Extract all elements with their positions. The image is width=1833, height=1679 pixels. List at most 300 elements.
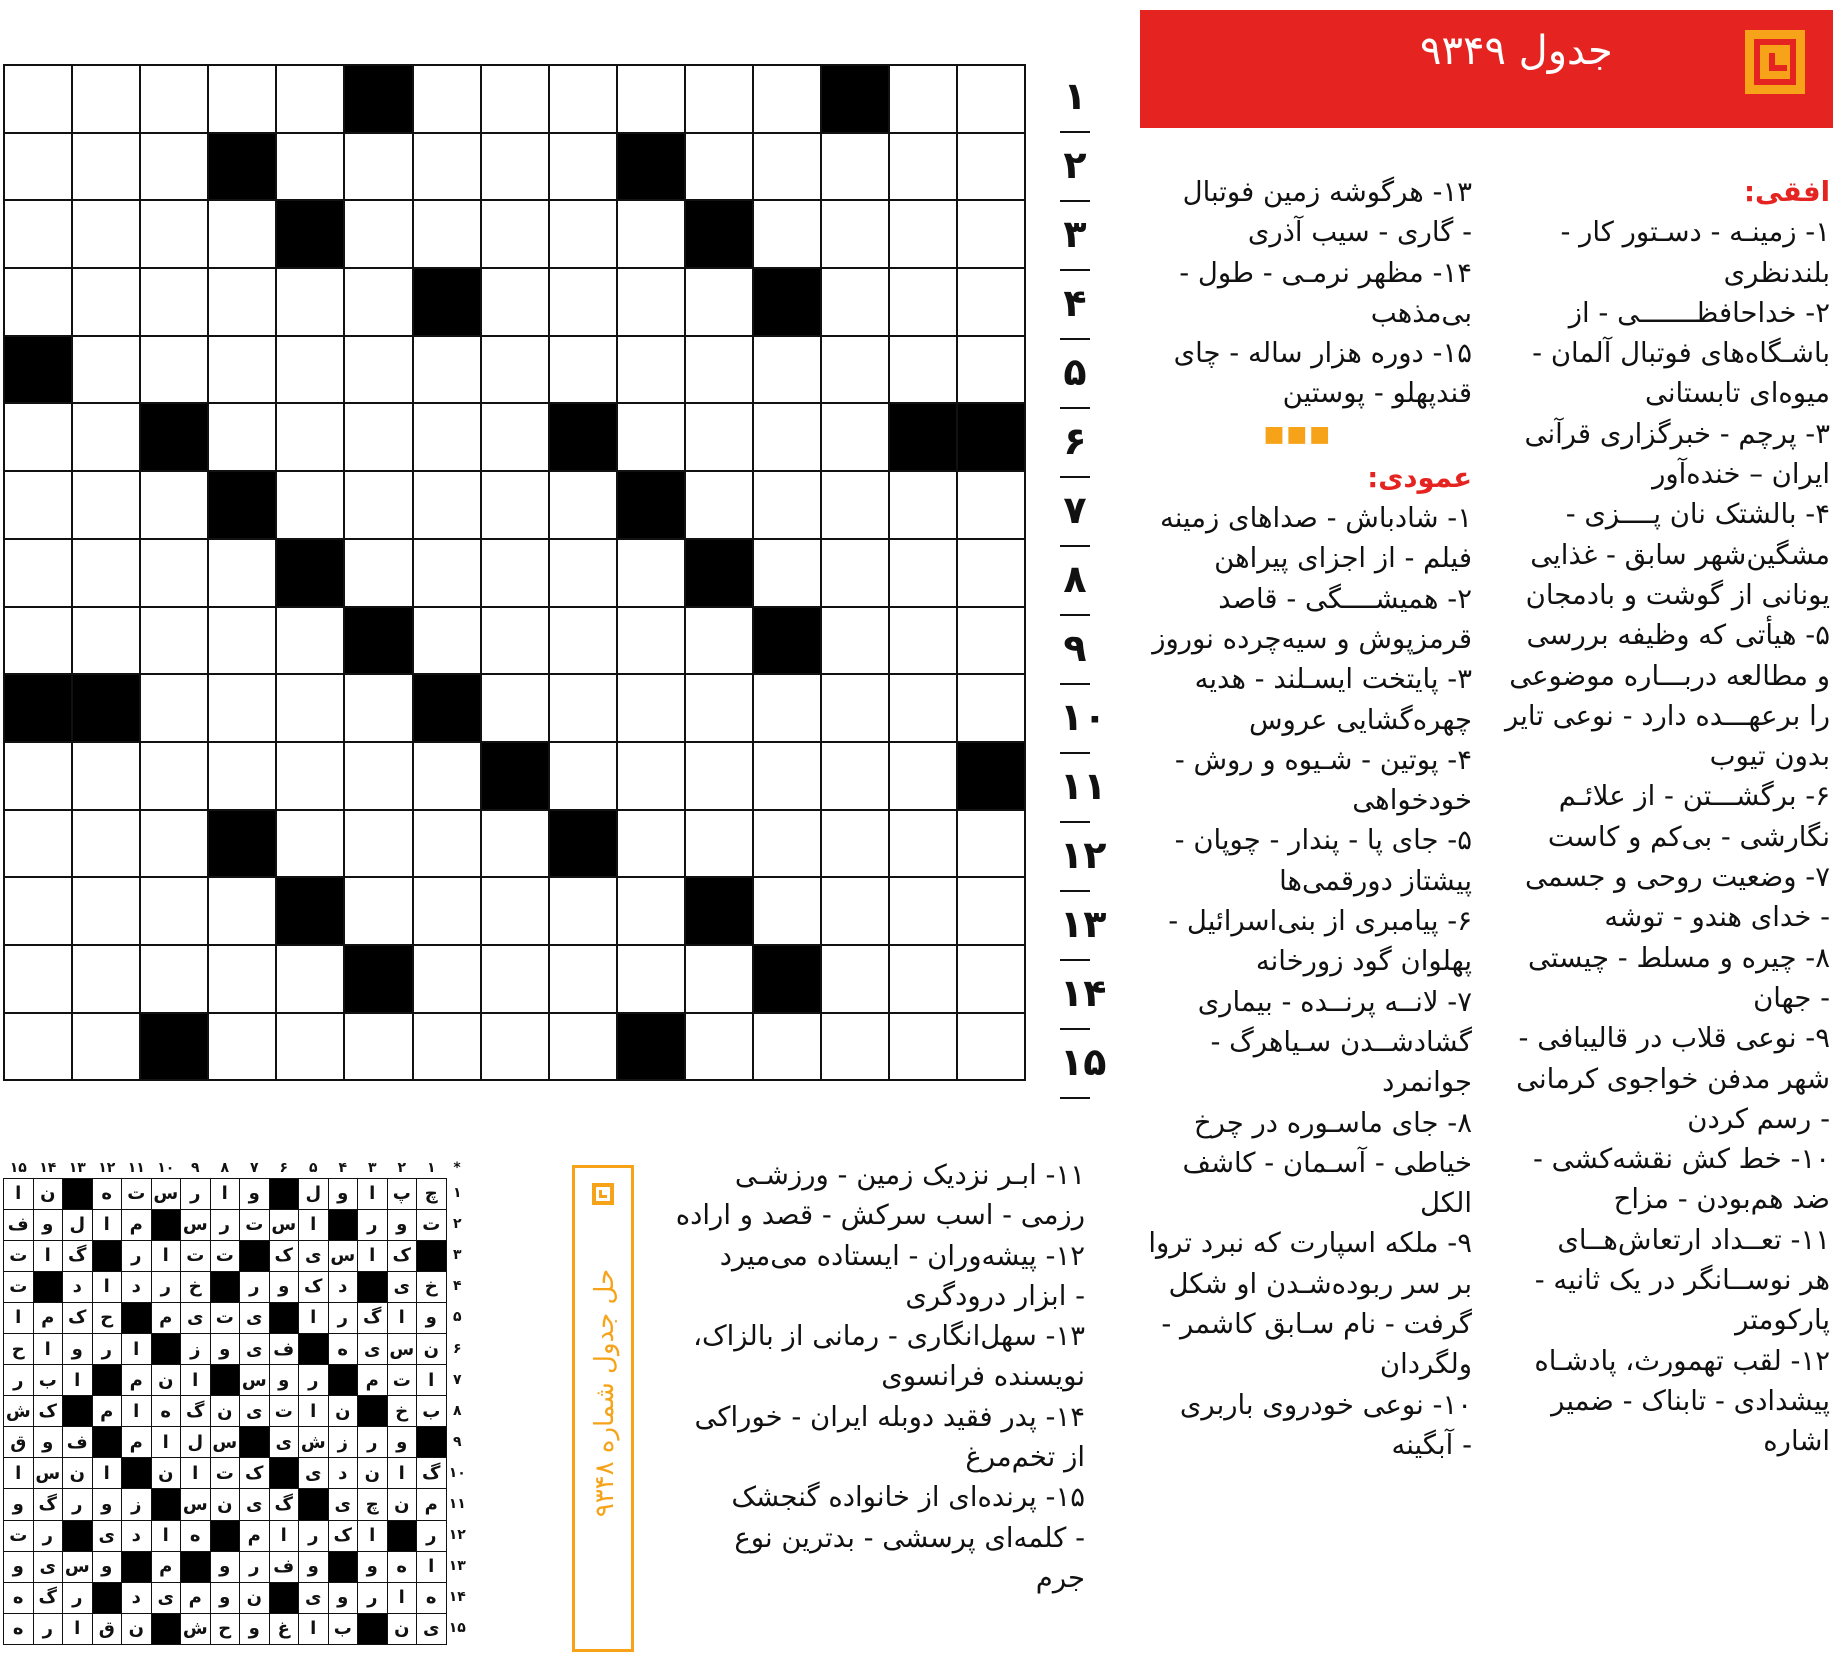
grid-cell[interactable]	[617, 945, 685, 1013]
clue-line: نویسنده فرانسوی	[881, 1360, 1085, 1393]
solution-letter: و	[92, 1551, 122, 1582]
grid-cell[interactable]	[208, 403, 276, 471]
grid-cell[interactable]	[344, 810, 412, 878]
grid-cell[interactable]	[4, 607, 72, 675]
grid-cell[interactable]	[685, 403, 753, 471]
grid-cell[interactable]	[413, 403, 481, 471]
grid-cell[interactable]	[140, 268, 208, 336]
solution-black-cell	[122, 1302, 152, 1333]
solution-letter: ن	[328, 1396, 358, 1427]
row-number: ۶	[1060, 409, 1090, 478]
grid-cell[interactable]	[549, 133, 617, 201]
grid-cell[interactable]	[4, 810, 72, 878]
solution-black-cell	[269, 1178, 299, 1209]
clue-line: ۱- شادباش - صداهای زمینه	[1159, 502, 1472, 535]
grid-cell[interactable]	[413, 539, 481, 607]
grid-cell[interactable]	[617, 268, 685, 336]
grid-cell[interactable]	[685, 810, 753, 878]
grid-cell[interactable]	[889, 1013, 957, 1081]
solution-letter: ر	[328, 1302, 358, 1333]
grid-cell[interactable]	[957, 810, 1025, 878]
grid-cell[interactable]	[276, 65, 344, 133]
grid-cell[interactable]	[549, 945, 617, 1013]
clue-line: ۱۲- لقب تهمورث، پادشـاه	[1534, 1344, 1830, 1377]
solution-letter: ر	[92, 1333, 122, 1364]
grid-cell[interactable]	[889, 336, 957, 404]
grid-cell[interactable]	[821, 133, 889, 201]
solution-label-frame	[572, 1165, 634, 1652]
grid-cell[interactable]	[4, 200, 72, 268]
grid-cell[interactable]	[208, 200, 276, 268]
clue-line: شهر مدفن خواجوی کرمانی	[1516, 1062, 1830, 1095]
grid-cell[interactable]	[617, 539, 685, 607]
grid-cell[interactable]	[413, 200, 481, 268]
grid-cell[interactable]	[889, 945, 957, 1013]
grid-black-cell	[481, 742, 549, 810]
grid-cell[interactable]	[140, 810, 208, 878]
clue-line: ۵- هیأتی که وظیفه بررسی	[1526, 619, 1830, 652]
grid-cell[interactable]	[957, 336, 1025, 404]
clue-line: را برعهـــده دارد - نوعی تایر	[1505, 699, 1830, 732]
row-number: ۱۳	[1060, 892, 1090, 961]
grid-cell[interactable]	[72, 877, 140, 945]
solution-black-cell	[63, 1178, 93, 1209]
grid-cell[interactable]	[276, 336, 344, 404]
solution-letter: د	[63, 1271, 93, 1302]
grid-cell[interactable]	[72, 539, 140, 607]
grid-cell[interactable]	[821, 471, 889, 539]
solution-letter: ز	[328, 1427, 358, 1458]
grid-cell[interactable]	[889, 810, 957, 878]
across-heading: افقی:	[1743, 176, 1830, 208]
grid-cell[interactable]	[821, 539, 889, 607]
solution-row-number: ۱۵	[448, 1620, 466, 1637]
grid-cell[interactable]	[208, 674, 276, 742]
grid-cell[interactable]	[753, 133, 821, 201]
grid-cell[interactable]	[276, 742, 344, 810]
grid-cell[interactable]	[753, 471, 821, 539]
grid-cell[interactable]	[821, 268, 889, 336]
solution-black-cell	[417, 1427, 447, 1458]
solution-black-cell	[240, 1240, 270, 1271]
grid-cell[interactable]	[753, 200, 821, 268]
grid-cell[interactable]	[276, 674, 344, 742]
grid-cell[interactable]	[276, 607, 344, 675]
grid-cell[interactable]	[957, 877, 1025, 945]
solution-letter: ر	[63, 1489, 93, 1520]
grid-cell[interactable]	[140, 336, 208, 404]
grid-cell[interactable]	[685, 65, 753, 133]
solution-letter: ی	[299, 1458, 329, 1489]
solution-letter: ا	[181, 1458, 211, 1489]
grid-cell[interactable]	[821, 945, 889, 1013]
solution-letter: گ	[181, 1396, 211, 1427]
grid-cell[interactable]	[481, 268, 549, 336]
grid-cell[interactable]	[413, 1013, 481, 1081]
solution-letter: ر	[358, 1427, 388, 1458]
grid-cell[interactable]	[821, 742, 889, 810]
grid-cell[interactable]	[685, 268, 753, 336]
solution-col-number: ۱	[426, 1159, 436, 1176]
solution-col-number: ۳	[367, 1159, 377, 1176]
grid-cell[interactable]	[413, 65, 481, 133]
grid-cell[interactable]	[753, 336, 821, 404]
grid-black-cell	[344, 65, 412, 133]
grid-cell[interactable]	[753, 403, 821, 471]
grid-cell[interactable]	[72, 1013, 140, 1081]
row-number: ۳	[1060, 202, 1090, 271]
solution-letter: ا	[417, 1365, 447, 1396]
clue-line: - کلمه‌ای پرسشی - بدترین نوع	[734, 1521, 1085, 1554]
grid-cell[interactable]	[957, 674, 1025, 742]
clue-line: قرمزپوش و سیه‌چرده نوروز	[1152, 622, 1472, 655]
grid-cell[interactable]	[957, 200, 1025, 268]
grid-cell[interactable]	[344, 877, 412, 945]
grid-cell[interactable]	[481, 539, 549, 607]
grid-cell[interactable]	[72, 945, 140, 1013]
grid-cell[interactable]	[344, 742, 412, 810]
grid-cell[interactable]	[140, 65, 208, 133]
grid-cell[interactable]	[276, 810, 344, 878]
grid-cell[interactable]	[344, 471, 412, 539]
grid-cell[interactable]	[72, 471, 140, 539]
grid-cell[interactable]	[481, 674, 549, 742]
solution-col-number: ۵	[308, 1159, 318, 1176]
solution-black-cell	[92, 1365, 122, 1396]
grid-cell[interactable]	[617, 65, 685, 133]
grid-cell[interactable]	[685, 1013, 753, 1081]
solution-letter: م	[122, 1427, 152, 1458]
solution-letter: ک	[240, 1458, 270, 1489]
grid-cell[interactable]	[72, 133, 140, 201]
grid-cell[interactable]	[753, 1013, 821, 1081]
grid-cell[interactable]	[140, 471, 208, 539]
grid-cell[interactable]	[753, 65, 821, 133]
solution-letter: ا	[4, 1458, 34, 1489]
grid-cell[interactable]	[617, 200, 685, 268]
grid-cell[interactable]	[549, 200, 617, 268]
grid-cell[interactable]	[957, 133, 1025, 201]
solution-col-number: ۱۰	[157, 1159, 175, 1176]
grid-cell[interactable]	[549, 65, 617, 133]
puzzle-title: جدول ۹۳۴۹	[1420, 28, 1613, 74]
solution-letter: ا	[122, 1396, 152, 1427]
solution-letter: ش	[181, 1613, 211, 1644]
solution-letter: ف	[4, 1209, 34, 1240]
grid-cell[interactable]	[889, 742, 957, 810]
grid-cell[interactable]	[72, 65, 140, 133]
grid-cell[interactable]	[413, 607, 481, 675]
grid-cell[interactable]	[344, 674, 412, 742]
solution-letter: و	[269, 1271, 299, 1302]
grid-black-cell	[685, 200, 753, 268]
solution-black-cell	[151, 1489, 181, 1520]
grid-cell[interactable]	[208, 742, 276, 810]
grid-cell[interactable]	[276, 403, 344, 471]
solution-letter: ق	[92, 1613, 122, 1644]
grid-cell[interactable]	[481, 65, 549, 133]
grid-cell[interactable]	[685, 133, 753, 201]
solution-letter: ی	[358, 1333, 388, 1364]
solution-black-cell	[299, 1333, 329, 1364]
grid-cell[interactable]	[4, 742, 72, 810]
solution-letter: س	[210, 1427, 240, 1458]
grid-cell[interactable]	[617, 607, 685, 675]
clue-line: ۱۳- سهل‌انگاری - رمانی از بالزاک،	[693, 1320, 1085, 1353]
grid-cell[interactable]	[549, 877, 617, 945]
grid-cell[interactable]	[889, 65, 957, 133]
grid-cell[interactable]	[617, 877, 685, 945]
solution-letter: د	[122, 1520, 152, 1551]
clue-line: ۸- چیره و مسلط - چیستی	[1527, 941, 1830, 974]
grid-cell[interactable]	[413, 471, 481, 539]
grid-cell[interactable]	[617, 742, 685, 810]
grid-cell[interactable]	[481, 403, 549, 471]
grid-cell[interactable]	[276, 133, 344, 201]
grid-cell[interactable]	[413, 877, 481, 945]
grid-cell[interactable]	[208, 539, 276, 607]
grid-cell[interactable]	[685, 336, 753, 404]
grid-cell[interactable]	[821, 403, 889, 471]
grid-cell[interactable]	[208, 268, 276, 336]
grid-cell[interactable]	[549, 336, 617, 404]
grid-cell[interactable]	[753, 539, 821, 607]
grid-cell[interactable]	[4, 471, 72, 539]
grid-cell[interactable]	[4, 1013, 72, 1081]
solution-letter: خ	[387, 1396, 417, 1427]
grid-cell[interactable]	[4, 133, 72, 201]
grid-cell[interactable]	[957, 539, 1025, 607]
grid-cell[interactable]	[344, 133, 412, 201]
grid-cell[interactable]	[481, 471, 549, 539]
grid-cell[interactable]	[753, 742, 821, 810]
grid-cell[interactable]	[685, 742, 753, 810]
grid-cell[interactable]	[413, 742, 481, 810]
grid-black-cell	[4, 336, 72, 404]
solution-letter: ا	[299, 1613, 329, 1644]
solution-black-cell	[358, 1271, 388, 1302]
solution-letter: ه	[181, 1520, 211, 1551]
grid-cell[interactable]	[413, 945, 481, 1013]
grid-cell[interactable]	[549, 607, 617, 675]
grid-row	[4, 877, 1025, 945]
clue-line: ۱۴- مظهر نرمـی - طول -	[1179, 256, 1472, 289]
clue-line: ۸- جای ماسـوره در چرخ	[1193, 1106, 1472, 1139]
solution-black-cell	[92, 1427, 122, 1458]
grid-cell[interactable]	[889, 539, 957, 607]
row-number: ۱۲	[1060, 823, 1090, 892]
grid-cell[interactable]	[140, 945, 208, 1013]
grid-cell[interactable]	[889, 607, 957, 675]
grid-cell[interactable]	[276, 268, 344, 336]
grid-cell[interactable]	[889, 471, 957, 539]
grid-cell[interactable]	[549, 268, 617, 336]
grid-cell[interactable]	[549, 674, 617, 742]
grid-black-cell	[72, 674, 140, 742]
grid-cell[interactable]	[481, 810, 549, 878]
grid-cell[interactable]	[481, 1013, 549, 1081]
grid-cell[interactable]	[208, 1013, 276, 1081]
grid-cell[interactable]	[276, 471, 344, 539]
clue-line: ضد هم‌بودن - مزاح	[1613, 1183, 1830, 1216]
grid-cell[interactable]	[889, 200, 957, 268]
grid-cell[interactable]	[72, 336, 140, 404]
grid-cell[interactable]	[4, 403, 72, 471]
grid-cell[interactable]	[481, 200, 549, 268]
grid-cell[interactable]	[140, 200, 208, 268]
grid-cell[interactable]	[685, 471, 753, 539]
grid-black-cell	[276, 200, 344, 268]
solution-letter: س	[269, 1209, 299, 1240]
grid-cell[interactable]	[208, 607, 276, 675]
solution-letter: ن	[387, 1613, 417, 1644]
grid-cell[interactable]	[344, 200, 412, 268]
grid-cell[interactable]	[344, 1013, 412, 1081]
grid-cell[interactable]	[957, 945, 1025, 1013]
grid-cell[interactable]	[481, 877, 549, 945]
grid-cell[interactable]	[4, 268, 72, 336]
grid-cell[interactable]	[72, 607, 140, 675]
clue-line: جرم	[1035, 1561, 1085, 1594]
grid-cell[interactable]	[821, 877, 889, 945]
grid-cell[interactable]	[617, 403, 685, 471]
solution-black-cell	[210, 1520, 240, 1551]
grid-cell[interactable]	[957, 471, 1025, 539]
solution-letter: و	[358, 1551, 388, 1582]
solution-letter: ن	[122, 1613, 152, 1644]
grid-cell[interactable]	[344, 539, 412, 607]
grid-cell[interactable]	[957, 607, 1025, 675]
grid-cell[interactable]	[617, 674, 685, 742]
grid-cell[interactable]	[72, 268, 140, 336]
grid-cell[interactable]	[72, 200, 140, 268]
grid-cell[interactable]	[72, 403, 140, 471]
grid-cell[interactable]	[685, 674, 753, 742]
grid-row	[4, 539, 1025, 607]
grid-cell[interactable]	[685, 945, 753, 1013]
solution-letter: ر	[417, 1520, 447, 1551]
grid-cell[interactable]	[821, 607, 889, 675]
solution-letter: ر	[33, 1613, 63, 1644]
grid-cell[interactable]	[821, 810, 889, 878]
grid-cell[interactable]	[4, 945, 72, 1013]
grid-cell[interactable]	[140, 607, 208, 675]
solution-letter: گ	[33, 1489, 63, 1520]
grid-cell[interactable]	[344, 268, 412, 336]
grid-cell[interactable]	[4, 65, 72, 133]
grid-cell[interactable]	[889, 877, 957, 945]
solution-black-cell	[328, 1365, 358, 1396]
solution-letter: گ	[63, 1240, 93, 1271]
grid-cell[interactable]	[549, 471, 617, 539]
solution-black-cell	[122, 1551, 152, 1582]
grid-cell[interactable]	[344, 336, 412, 404]
solution-row-number: ۱	[452, 1185, 462, 1202]
solution-black-cell	[269, 1582, 299, 1613]
grid-cell[interactable]	[208, 336, 276, 404]
grid-cell[interactable]	[549, 539, 617, 607]
grid-cell[interactable]	[821, 200, 889, 268]
grid-cell[interactable]	[821, 1013, 889, 1081]
grid-cell[interactable]	[685, 607, 753, 675]
grid-cell[interactable]	[140, 539, 208, 607]
solution-letter: ت	[387, 1365, 417, 1396]
solution-letter: و	[417, 1302, 447, 1333]
grid-cell[interactable]	[957, 268, 1025, 336]
solution-letter: ف	[269, 1551, 299, 1582]
solution-letter: س	[181, 1209, 211, 1240]
solution-black-cell	[63, 1396, 93, 1427]
grid-cell[interactable]	[821, 336, 889, 404]
grid-black-cell	[413, 268, 481, 336]
grid-cell[interactable]	[821, 674, 889, 742]
grid-cell[interactable]	[276, 1013, 344, 1081]
grid-cell[interactable]	[413, 810, 481, 878]
grid-cell[interactable]	[481, 336, 549, 404]
solution-letter: و	[33, 1209, 63, 1240]
grid-cell[interactable]	[72, 810, 140, 878]
grid-cell[interactable]	[140, 742, 208, 810]
grid-cell[interactable]	[617, 810, 685, 878]
grid-cell[interactable]	[889, 133, 957, 201]
grid-cell[interactable]	[481, 133, 549, 201]
solution-letter: ح	[92, 1302, 122, 1333]
grid-cell[interactable]	[4, 877, 72, 945]
grid-cell[interactable]	[413, 336, 481, 404]
grid-black-cell	[957, 742, 1025, 810]
grid-cell[interactable]	[753, 674, 821, 742]
solution-letter: و	[240, 1613, 270, 1644]
grid-cell[interactable]	[889, 268, 957, 336]
grid-cell[interactable]	[72, 742, 140, 810]
grid-cell[interactable]	[957, 1013, 1025, 1081]
grid-cell[interactable]	[753, 877, 821, 945]
solution-letter: ق	[4, 1427, 34, 1458]
solution-row-number: ۱۱	[448, 1495, 466, 1512]
solution-col-number: ۱۵	[9, 1159, 27, 1176]
grid-cell[interactable]	[957, 65, 1025, 133]
grid-cell[interactable]	[140, 674, 208, 742]
grid-cell[interactable]	[276, 945, 344, 1013]
grid-cell[interactable]	[140, 877, 208, 945]
grid-cell[interactable]	[413, 133, 481, 201]
grid-cell[interactable]	[208, 945, 276, 1013]
solution-letter: ی	[328, 1489, 358, 1520]
clue-line: ۵- جای پا - پندار - چوپان -	[1174, 824, 1472, 857]
grid-cell[interactable]	[344, 403, 412, 471]
grid-cell[interactable]	[481, 607, 549, 675]
solution-letter: ت	[210, 1302, 240, 1333]
grid-cell[interactable]	[208, 877, 276, 945]
grid-cell[interactable]	[208, 65, 276, 133]
grid-cell[interactable]	[889, 674, 957, 742]
grid-cell[interactable]	[549, 1013, 617, 1081]
solution-letter: ن	[358, 1458, 388, 1489]
grid-cell[interactable]	[617, 336, 685, 404]
solution-letter: ر	[63, 1582, 93, 1613]
solution-letter: ا	[299, 1302, 329, 1333]
grid-cell[interactable]	[549, 742, 617, 810]
grid-cell[interactable]	[140, 133, 208, 201]
clue-line: یونانی از گوشت و بادمجان	[1525, 578, 1830, 611]
grid-cell[interactable]	[481, 945, 549, 1013]
solution-letter: س	[151, 1178, 181, 1209]
grid-cell[interactable]	[4, 539, 72, 607]
solution-letter: ه	[151, 1396, 181, 1427]
clue-line: ۹- ملکه اسپارت که نبرد تروا	[1148, 1227, 1472, 1260]
solution-letter: و	[299, 1551, 329, 1582]
grid-cell[interactable]	[753, 810, 821, 878]
